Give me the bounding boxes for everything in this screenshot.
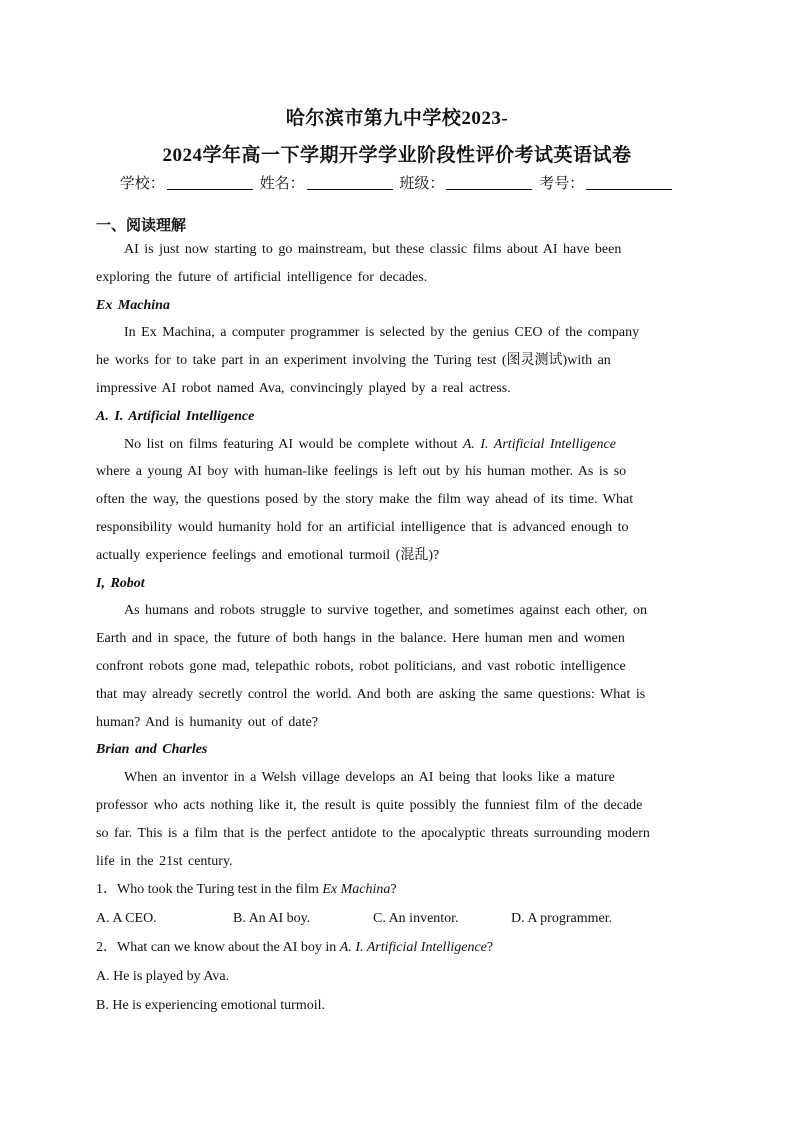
passage-line: that may already secretly control the world. And both are asking the same questions: What is [96, 686, 646, 702]
intro-line: exploring the future of artificial intelligence for decades. [96, 269, 428, 285]
question-1-options [96, 904, 694, 933]
film-title-italic: A. I. Artificial Intelligence [462, 436, 616, 452]
question-film-italic: Ex Machina [322, 882, 391, 898]
film-heading: Brian and Charles [96, 742, 208, 758]
question-mark: ? [390, 882, 397, 898]
question-2 [96, 933, 694, 962]
class-blank[interactable] [446, 175, 532, 190]
question-film-italic: A. I. Artificial Intelligence [339, 940, 487, 956]
passage-line: professor who acts nothing like it, the result is quite possibly the funniest film of the decade [96, 797, 643, 813]
title-line-2: 2024学年高一下学期开学学业阶段性评价考试英语试卷 [162, 145, 632, 166]
option-a[interactable]: A. He is played by Ava. [96, 969, 230, 985]
passage-text: No list on films featuring AI would be complete without [124, 436, 463, 452]
name-blank[interactable] [307, 175, 393, 190]
film-heading: A. I. Artificial Intelligence [96, 408, 255, 424]
title-line-1: 哈尔滨市第九中学校2023- [285, 108, 509, 129]
passage-line: As humans and robots struggle to survive together, and sometimes against each other, on [124, 603, 647, 619]
question-text: 2．What can we know about the AI boy in [96, 940, 340, 956]
question-1 [96, 875, 694, 904]
student-info-row [0, 172, 794, 193]
passage-line: actually experience feelings and emotional turmoil (混乱)? [96, 547, 440, 563]
option-b[interactable]: B. An AI boy. [233, 911, 311, 927]
passage-body [96, 236, 694, 1020]
passage-line [96, 431, 694, 459]
passage-line: often the way, the questions posed by the story make the film way ahead of its time. What [96, 492, 634, 508]
section-title: 一、阅读理解 [96, 216, 187, 234]
intro-line: AI is just now starting to go mainstream, but these classic films about AI have been [124, 242, 622, 257]
number-blank[interactable] [586, 175, 672, 190]
passage-line: so far. This is a film that is the perfect antidote to the apocalyptic threats surrounding modern [96, 825, 650, 841]
option-b[interactable]: B. He is experiencing emotional turmoil. [96, 998, 326, 1014]
passage-line: responsibility would humanity hold for an artificial intelligence that is advanced enough to [96, 519, 629, 535]
option-c[interactable]: C. An inventor. [373, 911, 459, 927]
school-blank[interactable] [167, 175, 253, 190]
passage-line: impressive AI robot named Ava, convincingly played by a real actress. [96, 380, 511, 396]
passage-line: confront robots gone mad, telepathic robots, robot politicians, and vast robotic intelligence [96, 658, 626, 674]
passage-line: When an inventor in a Welsh village develops an AI being that looks like a mature [124, 770, 615, 786]
film-heading: I, Robot [96, 575, 145, 591]
question-text: 1．Who took the Turing test in the film [96, 882, 323, 898]
option-d[interactable]: D. A programmer. [511, 911, 613, 927]
passage-line: Earth and in space, the future of both hangs in the balance. Here human men and women [96, 631, 625, 647]
passage-line: he works for to take part in an experiment involving the Turing test (图灵测试)with an [96, 353, 611, 369]
class-label: 班级： [399, 174, 445, 192]
number-label: 考号： [539, 174, 585, 192]
name-label: 姓名： [259, 174, 305, 192]
passage-line: human? And is humanity out of date? [96, 714, 318, 730]
question-mark: ? [486, 940, 494, 956]
film-heading: Ex Machina [96, 297, 170, 313]
option-a[interactable]: A. A CEO. [96, 911, 157, 927]
passage-line: In Ex Machina, a computer programmer is selected by the genius CEO of the company [124, 325, 640, 341]
school-label: 学校： [119, 174, 165, 192]
passage-line: where a young AI boy with human-like feelings is left out by his human mother. As is so [96, 464, 627, 480]
passage-line: life in the 21st century. [96, 853, 233, 869]
